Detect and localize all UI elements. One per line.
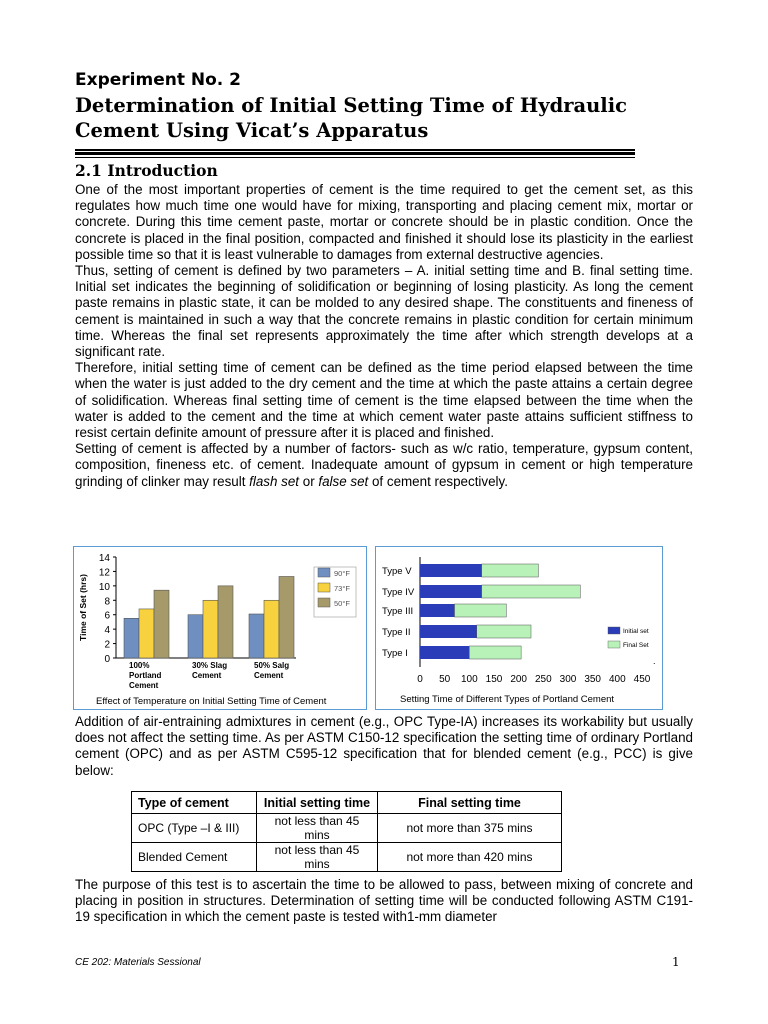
x-tick-label: 150	[485, 674, 503, 685]
page-number: 1	[672, 955, 680, 969]
legend-swatch	[318, 568, 330, 577]
y-tick-label: 6	[104, 610, 110, 622]
bar	[188, 615, 203, 658]
legend-swatch	[318, 583, 330, 592]
bar	[218, 586, 233, 658]
table-cell: Blended Cement	[132, 843, 257, 872]
chart-title: Effect of Temperature on Initial Setting Time of Cement	[96, 696, 327, 707]
bar-initial-set	[420, 564, 482, 577]
table-cell: not more than 375 mins	[378, 814, 562, 843]
table-cell: not less than 45 mins	[257, 843, 378, 872]
x-tick-label: 450	[633, 674, 651, 685]
section-heading: 2.1 Introduction	[75, 161, 218, 180]
y-tick-label: 14	[98, 553, 110, 564]
x-tick-label: 50	[439, 674, 451, 685]
table-cell: not more than 420 mins	[378, 843, 562, 872]
paragraph-text: of cement respectively.	[368, 473, 508, 489]
bar-initial-set	[420, 604, 455, 617]
legend-label: Initial set	[623, 628, 649, 635]
page-title: Determination of Initial Setting Time of Hydraulic Cement Using Vicat’s Apparatus	[75, 94, 627, 142]
y-axis-label: Time of Set (hrs)	[78, 574, 88, 641]
y-tick-label: 2	[104, 639, 110, 651]
x-tick-label: 300	[559, 674, 577, 685]
x-tick-label: 400	[608, 674, 626, 685]
legend-swatch	[318, 598, 330, 607]
category-label: 30% Slag	[192, 661, 228, 670]
category-label: Cement	[129, 681, 159, 690]
table-row	[132, 843, 562, 872]
bar	[264, 600, 279, 658]
y-tick-label: 8	[104, 596, 110, 608]
category-label: Cement	[192, 671, 222, 680]
table-header: Type of cement	[132, 792, 257, 814]
setting-time-table	[131, 791, 562, 872]
legend-label: 50°F	[334, 599, 350, 608]
paragraph: Therefore, initial setting time of cement can be defined as the time period elapsed between the time when the water is just added to the dry cement and the time at which the paste attains a certain degree of solidification. Whereas final setting time of cement is the time elapsed between the time when the water is added to the cement and the time at which cement water paste attains sufficient stiffness to resist certain definite amount of pressure after it is placed and finished.	[75, 360, 693, 441]
paragraph	[75, 441, 693, 490]
stray-dot: .	[653, 656, 656, 666]
footer-course: CE 202: Materials Sessional	[75, 957, 201, 968]
category-label: Type II	[382, 627, 411, 638]
x-tick-label: 200	[510, 674, 528, 685]
bar-final-set	[469, 646, 521, 659]
legend-swatch	[608, 641, 620, 648]
y-tick-label: 0	[104, 654, 110, 665]
category-label: Type III	[382, 606, 414, 617]
experiment-number: Experiment No. 2	[75, 70, 241, 90]
paragraph: Thus, setting of cement is defined by two parameters – A. initial setting time and B. final setting time. Initial set indicates the beginning of solidification or beginning of losing plasticity. As long the cement paste remains in plastic state, it can be molded to any desired shape. The constituents and fineness of cement is maintained in such a way that the concrete remains in plastic condition for certain minimum time. Whereas the final set represents approximately the time after which strength develops at a significant rate.	[75, 263, 693, 360]
category-label: Type IV	[382, 587, 415, 598]
paragraph-text: Setting of cement is affected by a number of factors- such as w/c ratio, temperature, gypsum content, composition, fineness etc. of cement. Inadequate amount of gypsum in cement or high temperature grinding of clinker may result	[75, 441, 693, 489]
y-tick-label: 4	[104, 625, 110, 637]
bar-initial-set	[420, 585, 482, 598]
y-tick-label: 12	[98, 567, 110, 579]
bar	[279, 576, 294, 658]
cement-type-chart	[376, 547, 662, 709]
emphasis-false-set: false set	[318, 473, 369, 489]
chart-title: Setting Time of Different Types of Portland Cement	[400, 694, 615, 705]
bar	[154, 590, 169, 658]
bar-initial-set	[420, 646, 469, 659]
bar	[203, 600, 218, 658]
legend-label: 73°F	[334, 584, 350, 593]
paragraph-text: or	[299, 473, 319, 489]
bar-final-set	[455, 604, 507, 617]
table-header: Initial setting time	[257, 792, 378, 814]
table-header: Final setting time	[378, 792, 562, 814]
x-tick-label: 250	[534, 674, 552, 685]
admixture-text	[75, 714, 693, 779]
paragraph: One of the most important properties of cement is the time required to get the cement set, as this regulates how much time one would have for mixing, transporting and placing cement mix, mortar or concrete. During this time cement paste, mortar or concrete should be in plastic condition. Once the concrete is placed in the final position, compacted and finished it should lose its plasticity in the earliest possible time so that it is least vulnerable to damages from external destructive agencies.	[75, 182, 693, 262]
category-label: Cement	[254, 671, 284, 680]
legend-swatch	[608, 627, 620, 634]
legend-label: 90°F	[334, 569, 350, 578]
legend-label: Final Set	[623, 642, 649, 649]
bar	[249, 614, 264, 658]
category-label: Type I	[382, 648, 408, 659]
table-cell: not less than 45 mins	[257, 814, 378, 843]
x-tick-label: 0	[417, 674, 423, 685]
purpose-text	[75, 877, 693, 926]
bar-final-set	[482, 564, 539, 577]
category-label: 100%	[129, 661, 150, 670]
bar-final-set	[477, 625, 531, 638]
y-tick-label: 10	[98, 581, 110, 593]
temperature-chart	[74, 547, 366, 709]
x-tick-label: 350	[584, 674, 602, 685]
bar	[124, 618, 139, 658]
cement-type-chart-frame	[375, 546, 663, 710]
bar-initial-set	[420, 625, 477, 638]
title-rule	[75, 149, 635, 151]
title-rule	[75, 152, 635, 155]
table-cell: OPC (Type –I & III)	[132, 814, 257, 843]
x-tick-label: 100	[460, 674, 478, 685]
category-label: Portland	[129, 671, 162, 680]
paragraph: Addition of air-entraining admixtures in cement (e.g., OPC Type-IA) increases its workability but usually does not affect the setting time. As per ASTM C150-12 specification the setting time of ordinary Portland cement (OPC) and as per ASTM C595-12 specification that for blended cement (e.g., PCC) is give below:	[75, 714, 693, 778]
title-rule	[75, 157, 635, 158]
bar-final-set	[482, 585, 581, 598]
category-label: Type V	[382, 566, 412, 577]
intro-text	[75, 182, 693, 490]
paragraph: The purpose of this test is to ascertain the time to be allowed to pass, between mixing of concrete and placing in position in structures. Determination of setting time will be conducted following ASTM C191-19 specification in which the cement paste is tested with1-mm diameter	[75, 877, 693, 925]
table-row	[132, 814, 562, 843]
bar	[139, 609, 154, 658]
temperature-chart-frame	[73, 546, 367, 710]
emphasis-flash-set: flash set	[249, 473, 300, 489]
category-label: 50% Salg	[254, 661, 290, 670]
table-header-row	[132, 792, 562, 814]
